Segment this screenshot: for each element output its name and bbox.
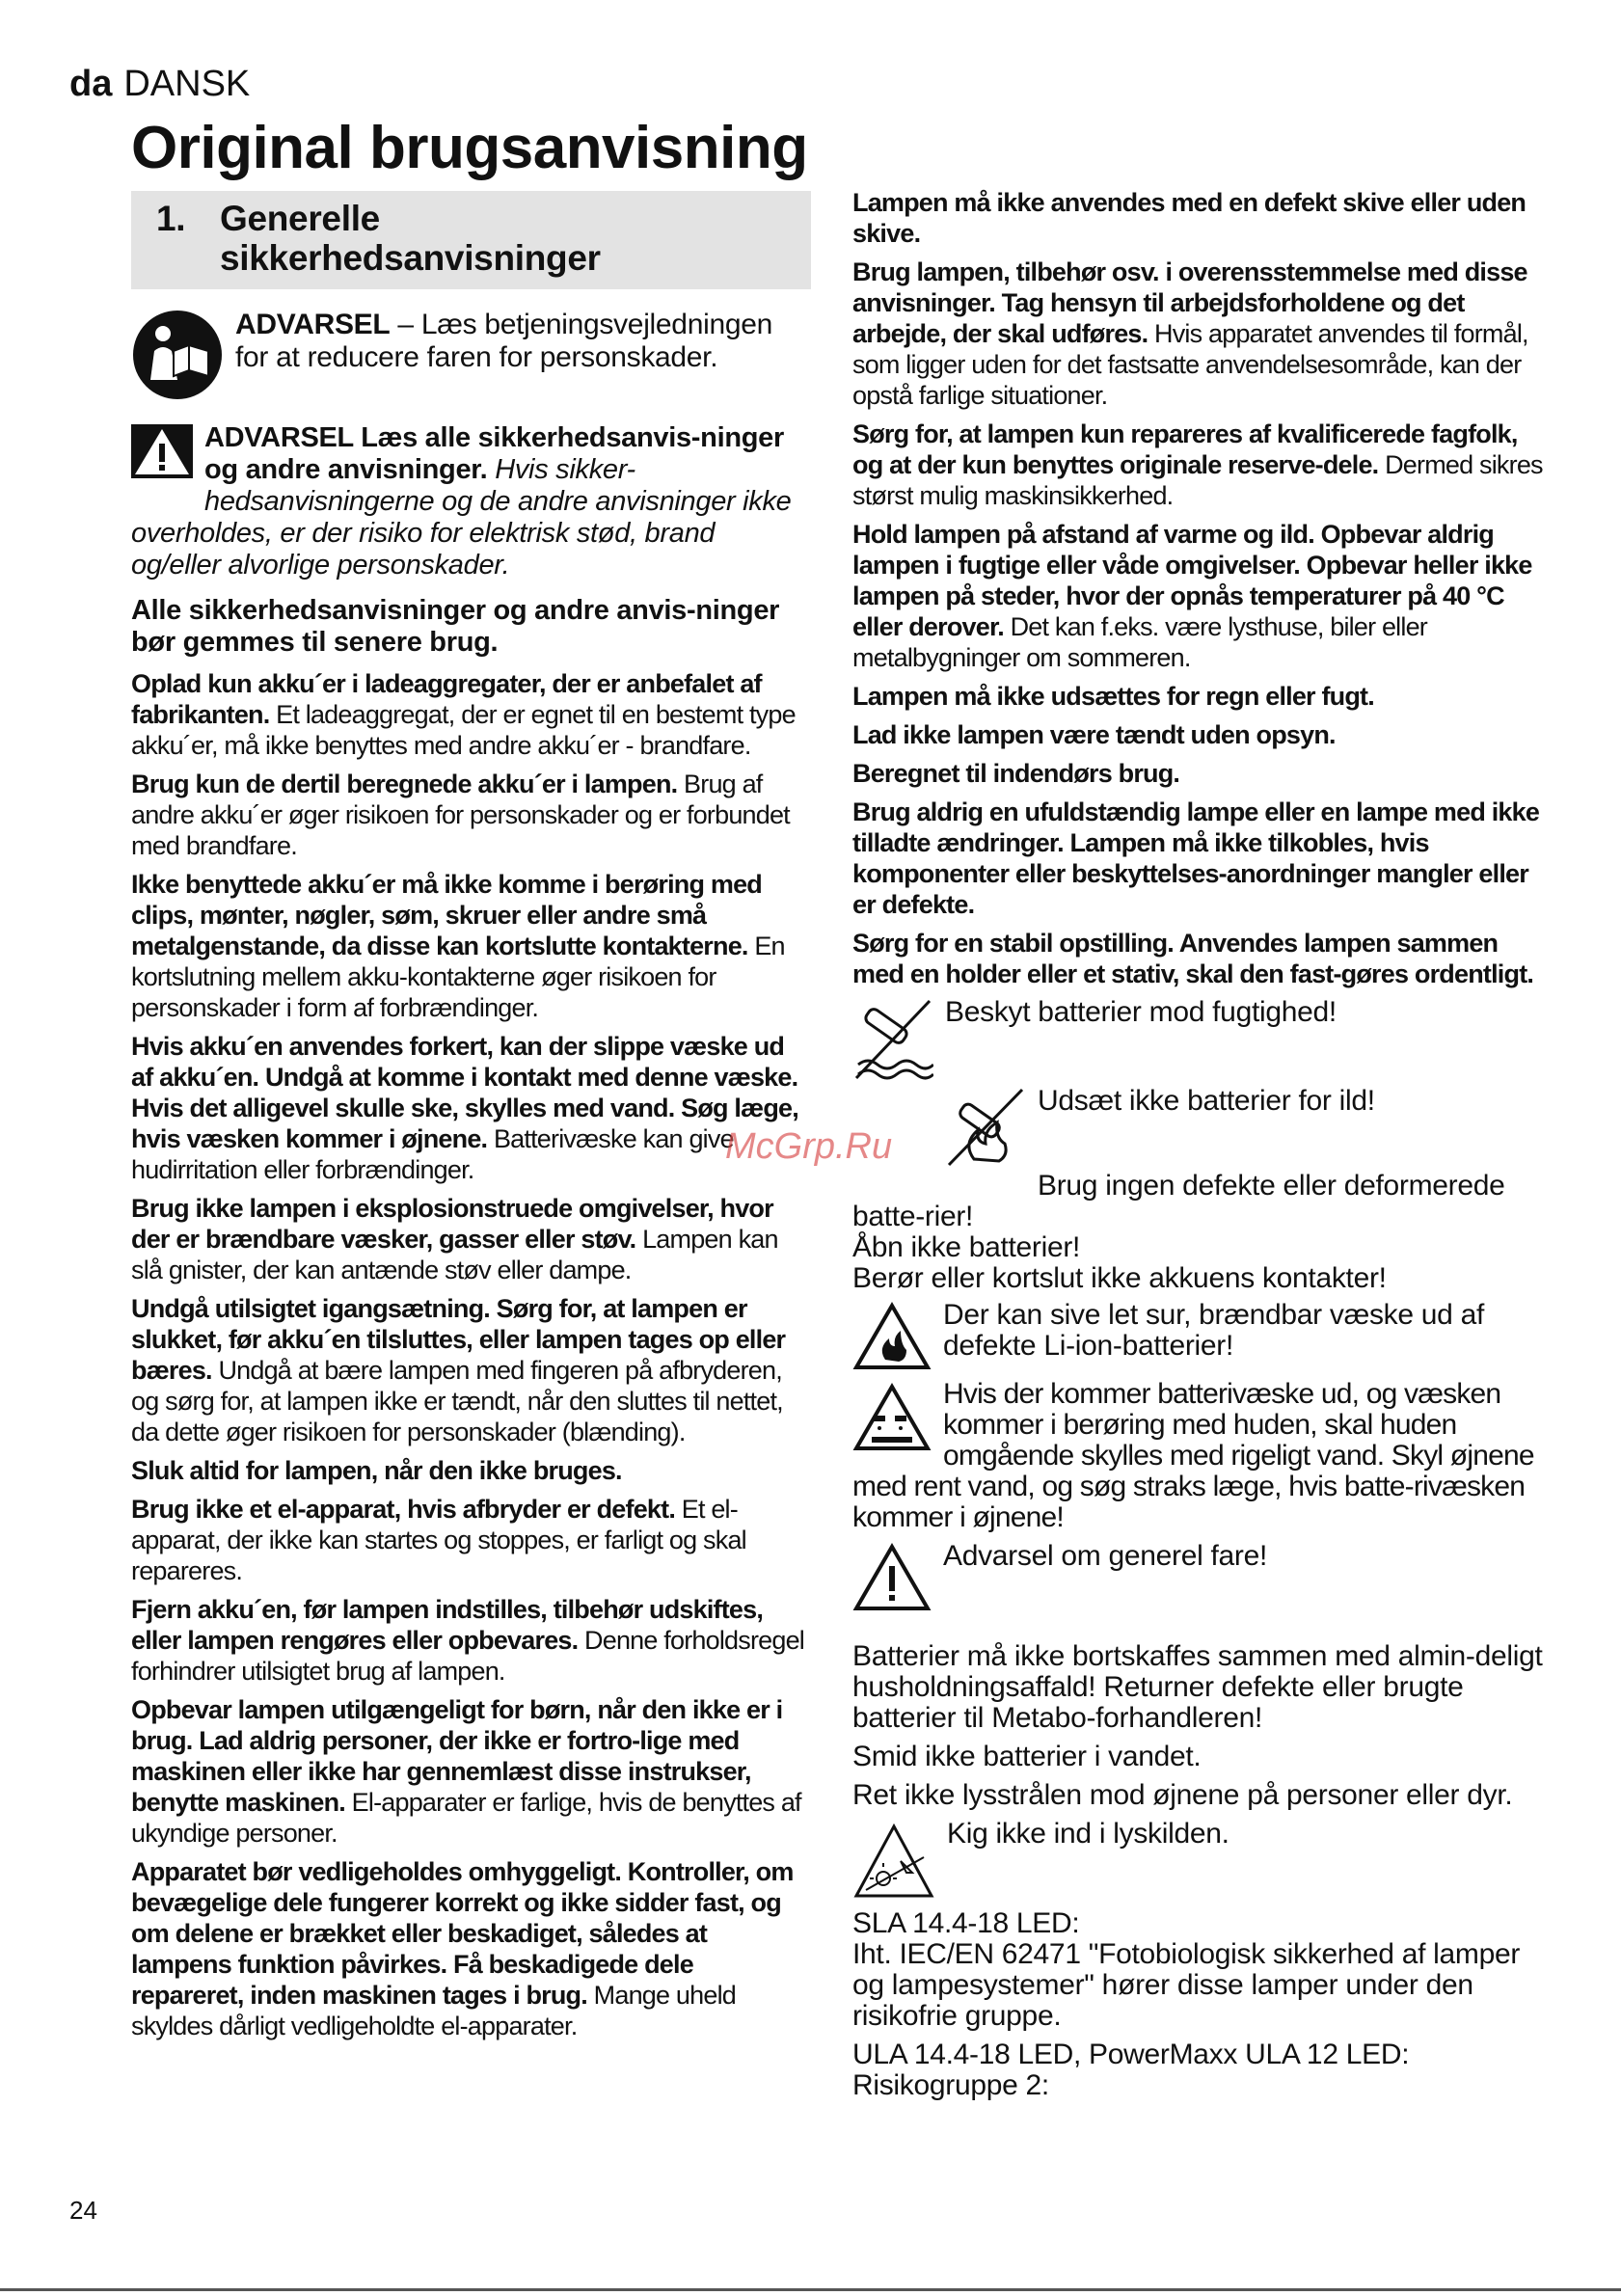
general-warning: [131, 422, 811, 581]
paragraph-stable: Sørg for en stabil opstilling. Anvendes lampen sammen med en holder eller et stativ, skal den fast-gøres ordentligt.: [852, 929, 1534, 988]
paragraph-battery-fluid: Hvis akku´en anvendes forkert, kan der slippe væske ud af akku´en. Undgå at komme i kontakt med denne væske. Hvis det alligevel skulle ske, skylles med vand. Søg læge, hvis væsken kommer i øjnene. Batterivæske kan give hudirritation eller forbrændinger.: [131, 1032, 798, 1184]
paragraph-indoor: Beregnet til indendørs brug.: [852, 759, 1180, 788]
section-title-line2: sikkerhedsanvisninger: [220, 238, 601, 278]
warning-italic-text: Hvis sikker-hedsanvisningerne og de andre anvisninger ikke overholdes, er der risiko for elektrisk stød, brand og/eller alvorlige personskader.: [131, 454, 792, 581]
paragraph-unattended: Lad ikke lampen være tændt uden opsyn.: [852, 720, 1336, 749]
warning-text: – Læs betjeningsvejledningen for at reducere faren for personskader.: [235, 309, 772, 373]
model-sla: SLA 14.4-18 LED:: [852, 1907, 1080, 1939]
symbol-light-source: Kig ikke ind i lyskilden.: [852, 1819, 1543, 1907]
paragraph-maintenance: Apparatet bør vedligeholdes omhyggeligt. Kontroller, om bevægelige dele fungerer korrekt og ikke sidder fast, og om delene er brækket eller beskadiget, således at lampens funktion påvirkes. Få beskadigede dele repareret, inden maskinen tages i brug. Mange uheld skyldes dårligt vedligeholdte el-apparater.: [131, 1857, 794, 2040]
warning-triangle-icon: [131, 424, 193, 486]
symbol-general-danger: Advarsel om generel fare!: [852, 1541, 1543, 1626]
paragraph-switch-off: Sluk altid for lampen, når den ikke bruges.: [131, 1456, 622, 1485]
symbol-flammable: Der kan sive let sur, brændbar væske ud af defekte Li-ion-batterier!: [852, 1300, 1543, 1379]
keep-instructions: Alle sikkerhedsanvisninger og andre anvis-ninger bør gemmes til senere brug.: [131, 595, 780, 658]
paragraph-use-accordance: Brug lampen, tilbehør osv. i overensstemmelse med disse anvisninger. Tag hensyn til arbejdsforholdene og det arbejde, der skal udføres. Hvis apparatet anvendes til formål, som ligger uden for det fastsatte anvendelsesområde, kan der opstå farlige situationer.: [852, 257, 1528, 410]
paragraph-short-circuit: Ikke benyttede akku´er må ikke komme i berøring med clips, mønter, nøgler, søm, skruer eller andre små metalgenstande, da disse kan kortslutte kontakterne. En kortslutning mellem akku-kontakterne øger risikoen for personskader i form af forbrændinger.: [131, 870, 785, 1022]
paragraph-photobiological: Iht. IEC/EN 62471 "Fotobiologisk sikkerhed af lamper og lampesystemer" hører disse lamper under den risikofrie gruppe.: [852, 1938, 1521, 2032]
left-column: [131, 191, 811, 2049]
paragraph-battery-use: Brug kun de dertil beregnede akku´er i lampen. Brug af andre akku´er øger risikoen for personskader og er forbundet med brandfare.: [131, 770, 790, 860]
paragraph-children: Opbevar lampen utilgængeligt for børn, når den ikke er i brug. Lad aldrig personer, der ikke er fortro-lige med maskinen eller ikke har gennemlæst disse instrukser, benytte maskinen. El-apparater er farlige, hvis de benyttes af ukyndige personer.: [131, 1695, 801, 1848]
symbol-fire: Udsæt ikke batterier for ild!: [852, 1086, 1543, 1171]
no-moisture-icon: [852, 997, 933, 1087]
right-column: [852, 187, 1543, 2101]
paragraph-rain: Lampen må ikke udsættes for regn eller fugt.: [852, 682, 1374, 711]
paragraph-unintended-start: Undgå utilsigtet igangsætning. Sørg for, at lampen er slukket, før akku´en tilsluttes, eller lampen tages op eller bæres. Undgå at bære lampen med fingeren på afbryderen, og sørg for, at lampen ikke er tændt, når den sluttes til nettet, da dette øger risikoen for personskader (blænding).: [131, 1294, 786, 1446]
paragraph-heat: Hold lampen på afstand af varme og ild. Opbevar aldrig lampen i fugtige eller våde omgivelser. Opbevar heller ikke lampen på steder, hvor der opnås temperaturer på 40 °C eller derover. Det kan f.eks. være lysthuse, biler eller metalbygninger om sommeren.: [852, 520, 1532, 672]
paragraph-disposal: Batterier må ikke bortskaffes sammen med almin-deligt husholdningsaffald! Returner defekte eller brugte batterier til Metabo-forhandleren!: [852, 1640, 1543, 1734]
section-heading: [131, 191, 811, 289]
manual-warning: [131, 309, 811, 409]
paragraph-remove-battery: Fjern akku´en, før lampen indstilles, tilbehør udskiftes, eller lampen rengøres eller opbevares. Denne forholdsregel forhindrer utilsigtet brug af lampen.: [131, 1595, 804, 1686]
light-source-warning-icon: [852, 1823, 935, 1908]
language-code: da: [69, 64, 113, 104]
section-title-line1: Generelle: [220, 199, 380, 238]
paragraph-light-beam: Ret ikke lysstrålen mod øjnene på personer eller dyr.: [852, 1779, 1513, 1811]
bottom-border: [0, 2288, 1621, 2291]
paragraph-charger: Oplad kun akku´er i ladeaggregater, der er anbefalet af fabrikanten. Et ladeaggregat, der er egnet til en bestemt type akku´er, må ikke benyttes med andre akku´er - brandfare.: [131, 669, 796, 760]
language-name: DANSK: [123, 64, 251, 104]
symbol-corrosive: Hvis der kommer batterivæske ud, og væsken kommer i berøring med huden, skal huden omgående skylles med rigeligt vand. Skyl øjnene med rent vand, og søg straks læge, hvis batte-rivæsken kommer i øjnene!: [852, 1378, 1534, 1533]
warning-label: ADVARSEL: [235, 309, 391, 340]
model-ula: ULA 14.4-18 LED, PowerMaxx ULA 12 LED:: [852, 2039, 1410, 2070]
watermark: McGrp.Ru: [725, 1126, 893, 1167]
symbol-defect-battery: Brug ingen defekte eller deformerede batte-rier!: [852, 1170, 1505, 1232]
symbol-moisture: Beskyt batterier mod fugtighed!: [852, 997, 1543, 1086]
page-title: Original brugsanvisning: [131, 115, 808, 181]
page-number: 24: [69, 2196, 97, 2225]
no-fire-icon: [945, 1086, 1026, 1174]
section-number: 1.: [156, 199, 186, 238]
symbol-open-battery: Åbn ikke batterier!: [852, 1231, 1081, 1263]
symbol-short-circuit: Berør eller kortslut ikke akkuens kontakter!: [852, 1262, 1387, 1294]
corrosive-icon: [852, 1383, 932, 1459]
paragraph-water: Smid ikke batterier i vandet.: [852, 1741, 1202, 1772]
risk-group: Risikogruppe 2:: [852, 2069, 1049, 2101]
read-manual-icon: [131, 309, 224, 409]
warning-bold-text: ADVARSEL Læs alle sikkerhedsanvis-ninger og andre anvisninger.: [204, 422, 784, 485]
flammable-icon: [852, 1302, 932, 1378]
paragraph-repair: Sørg for, at lampen kun repareres af kvalificerede fagfolk, og at der kun benyttes originale reserve-dele. Dermed sikres størst mulig maskinsikkerhed.: [852, 419, 1543, 510]
paragraph-defect-disc: Lampen må ikke anvendes med en defekt skive eller uden skive.: [852, 188, 1526, 248]
paragraph-incomplete: Brug aldrig en ufuldstændig lampe eller en lampe med ikke tilladte ændringer. Lampen må ikke tilkobles, hvis komponenter eller beskyttelses-anordninger mangler eller er defekte.: [852, 797, 1540, 919]
paragraph-explosive: Brug ikke lampen i eksplosionstruede omgivelser, hvor der er brændbare væsker, gasser eller støv. Lampen kan slå gnister, der kan antænde støv eller dampe.: [131, 1194, 778, 1284]
paragraph-defect-switch: Brug ikke et el-apparat, hvis afbryder er defekt. Et el-apparat, der ikke kan startes og stoppes, er farligt og skal repareres.: [131, 1495, 746, 1585]
general-danger-icon: [852, 1543, 932, 1619]
language-label: [69, 64, 250, 105]
